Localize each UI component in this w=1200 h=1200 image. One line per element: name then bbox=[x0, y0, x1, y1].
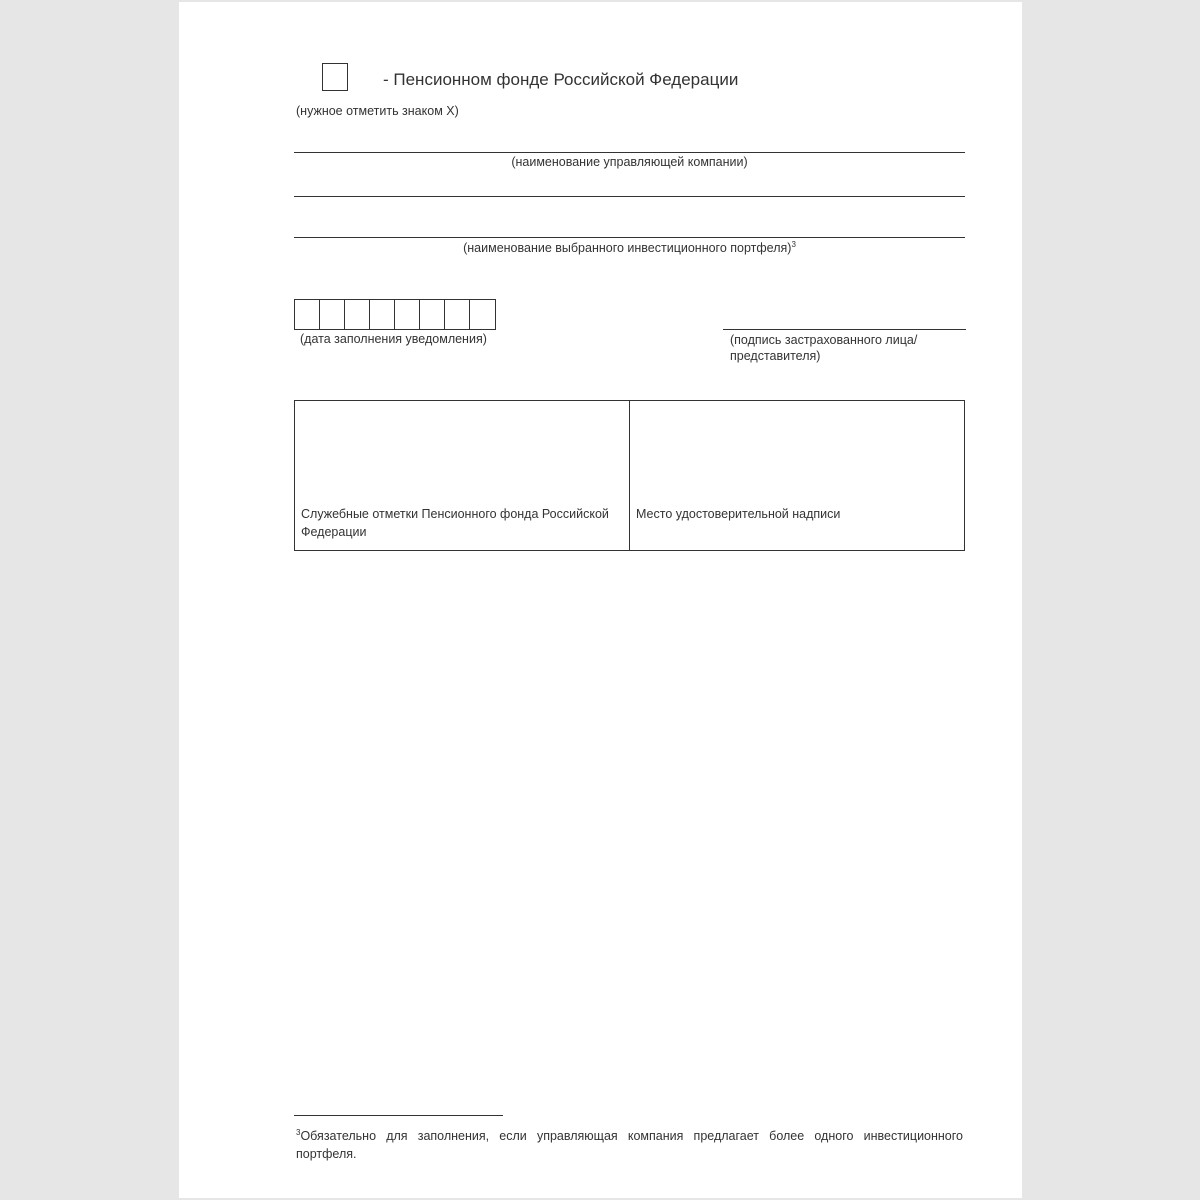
certification-place-cell bbox=[629, 401, 964, 550]
service-marks-table bbox=[294, 400, 965, 551]
footnote-number: 3 bbox=[296, 1128, 301, 1137]
pfr-checkbox[interactable] bbox=[322, 63, 348, 91]
date-cell[interactable] bbox=[370, 300, 395, 329]
signature-line[interactable] bbox=[723, 329, 966, 330]
date-cell[interactable] bbox=[320, 300, 345, 329]
company-name-line[interactable] bbox=[294, 152, 965, 153]
footnote-ref: 3 bbox=[791, 240, 796, 249]
pfr-service-marks-label: Служебные отметки Пенсионного фонда Российской Федерации bbox=[301, 507, 609, 539]
date-cell[interactable] bbox=[345, 300, 370, 329]
date-cell[interactable] bbox=[445, 300, 470, 329]
document-page bbox=[179, 2, 1022, 1198]
date-cell[interactable] bbox=[295, 300, 320, 329]
date-cells[interactable] bbox=[294, 299, 496, 330]
footnote bbox=[296, 1124, 963, 1163]
date-cell[interactable] bbox=[470, 300, 495, 329]
mark-hint: (нужное отметить знаком X) bbox=[296, 104, 459, 118]
date-cell[interactable] bbox=[420, 300, 445, 329]
certification-place-label: Место удостоверительной надписи bbox=[636, 507, 841, 521]
pfr-service-marks-cell bbox=[295, 401, 629, 550]
portfolio-name-caption: (наименование выбранного инвестиционного портфеля)$^3$ bbox=[463, 240, 796, 256]
date-cell[interactable] bbox=[395, 300, 420, 329]
signature-caption: (подпись застрахованного лица/ представителя) bbox=[730, 333, 918, 363]
company-name-caption: (наименование управляющей компании) bbox=[511, 155, 748, 169]
portfolio-name-line[interactable] bbox=[294, 237, 965, 238]
footnote-text: Обязательно для заполнения, если управляющая компания предлагает более одного инвестиционного портфеля. bbox=[296, 1129, 963, 1162]
pfr-option-label: - Пенсионном фонде Российской Федерации bbox=[383, 70, 739, 89]
date-caption: (дата заполнения уведомления) bbox=[300, 332, 487, 346]
company-name-line-2[interactable] bbox=[294, 196, 965, 197]
footnote-separator bbox=[294, 1115, 503, 1116]
